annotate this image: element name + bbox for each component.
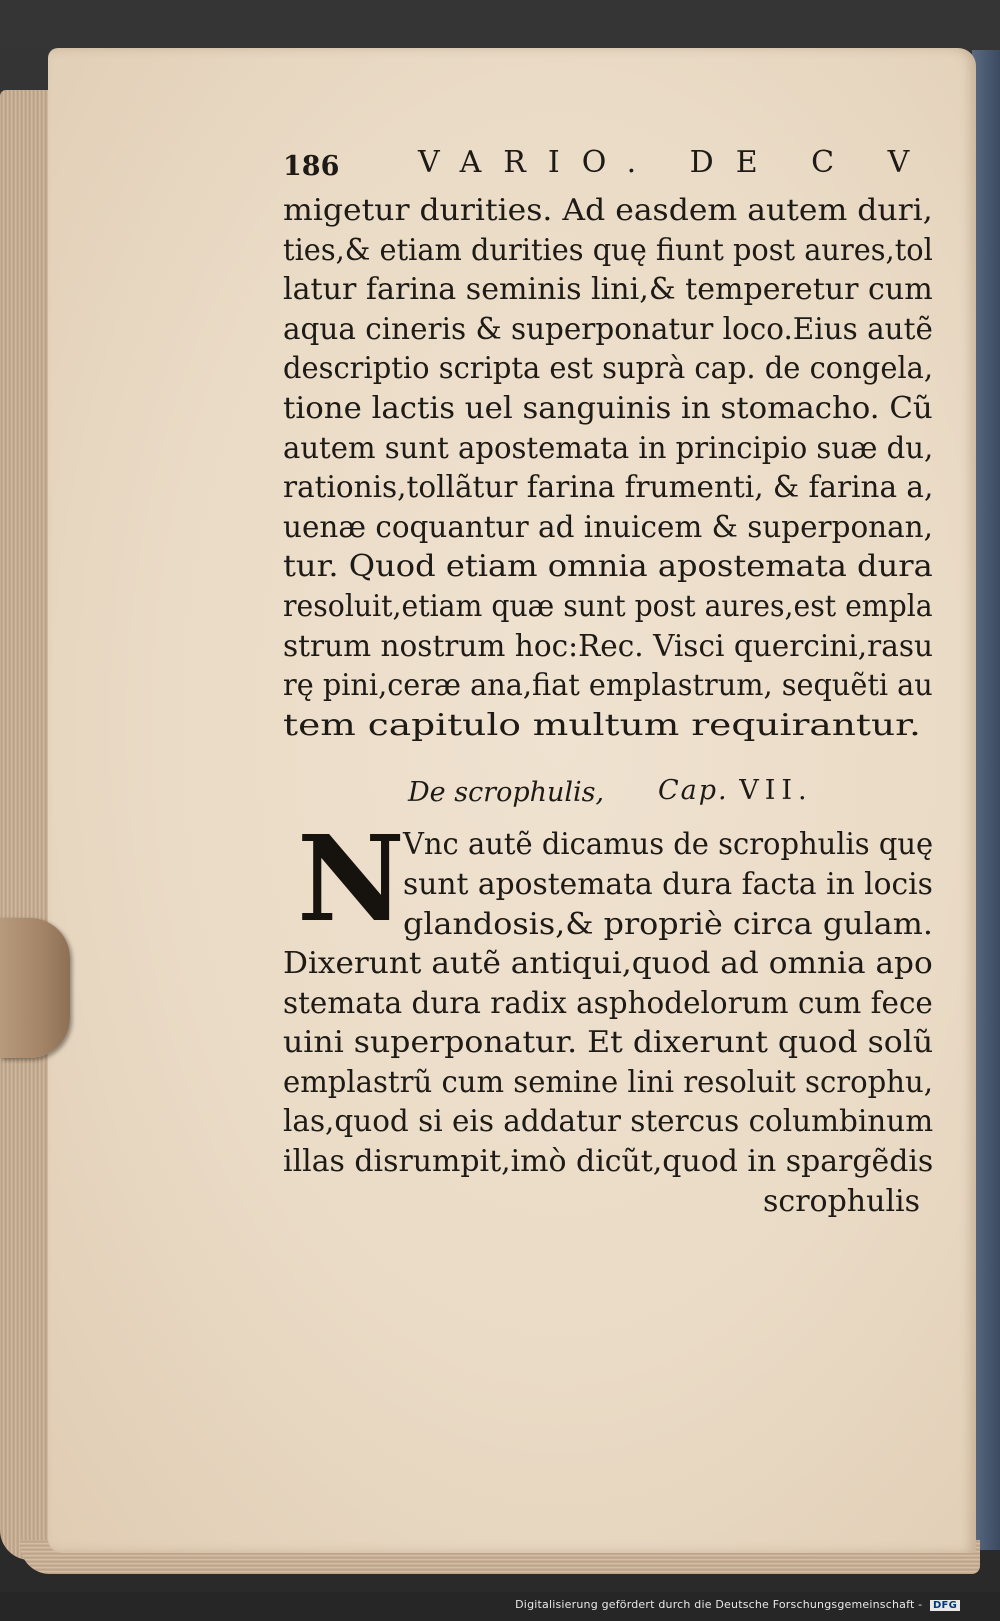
- text-line: rationis,tollãtur farina frumenti, & farina a,: [283, 470, 934, 506]
- text-line: tem capitulo multum requirantur.: [283, 707, 921, 743]
- dfg-logo: DFG: [930, 1600, 960, 1611]
- drop-cap-initial: N: [297, 809, 405, 949]
- book-clasp: [0, 918, 70, 1058]
- text-line: Dixerunt autẽ antiqui,quod ad omnia apo: [283, 946, 933, 982]
- chapter-title: De scrophulis,: [408, 777, 605, 809]
- text-line: ties,& etiam durities quę fiunt post aures,tol: [283, 232, 933, 268]
- text-line: latur farina seminis lini,& temperetur cum: [283, 272, 933, 308]
- digitization-credit: [515, 1598, 960, 1611]
- running-title: VARIO. DE C V: [418, 145, 932, 180]
- text-line: resoluit,etiam quæ sunt post aures,est empla: [283, 588, 933, 624]
- text-line: migetur durities. Ad easdem autem duri,: [283, 193, 933, 228]
- text-block: [283, 145, 933, 1221]
- paragraph-1: [283, 191, 933, 745]
- text-line: uini superponatur. Et dixerunt quod solũ: [283, 1025, 934, 1061]
- text-line: autem sunt apostemata in principio suæ du,: [283, 430, 934, 466]
- text-line: emplastrũ cum semine lini resoluit scrophu,: [283, 1064, 933, 1100]
- text-line: las,quod si eis addatur stercus columbinum: [283, 1104, 934, 1140]
- folio-number: 186: [283, 151, 340, 182]
- text-line: tur. Quod etiam omnia apostemata dura: [283, 549, 933, 585]
- text-line: uenæ coquantur ad inuicem & superponan,: [283, 509, 933, 545]
- paragraph-2: [283, 809, 934, 949]
- text-line: glandosis,& propriè circa gulam.: [403, 906, 933, 942]
- chapter-label: Cap.: [658, 775, 729, 807]
- running-head: [283, 145, 933, 191]
- text-line: strum nostrum hoc:Rec. Visci quercini,rasu: [283, 628, 933, 664]
- initial-paragraph: [283, 809, 934, 949]
- text-line: illas disrumpit,imò dicũt,quod in spargẽdis: [283, 1144, 934, 1180]
- chapter-number: [658, 775, 813, 806]
- text-line: Vnc autẽ dicamus de scrophulis quę: [403, 827, 934, 863]
- text-line: rę pini,ceræ ana,fiat emplastrum, sequẽti au: [283, 668, 933, 704]
- paragraph-3: [283, 944, 933, 1182]
- text-line: sunt apostemata dura facta in locis: [403, 866, 933, 902]
- text-line: descriptio scripta est suprà cap. de congela,: [283, 351, 934, 387]
- text-line: stemata dura radix asphodelorum cum fece: [283, 985, 933, 1021]
- credit-text: Digitalisierung gefördert durch die Deutsche Forschungsgemeinschaft -: [515, 1598, 923, 1611]
- text-line: tione lactis uel sanguinis in stomacho. Cũ: [283, 390, 933, 426]
- catchword: scrophulis: [763, 1183, 921, 1219]
- binding-edge: [972, 50, 1000, 1550]
- chapter-roman: VII.: [739, 775, 813, 807]
- text-line: aqua cineris & superponatur loco.Eius autẽ: [283, 311, 933, 347]
